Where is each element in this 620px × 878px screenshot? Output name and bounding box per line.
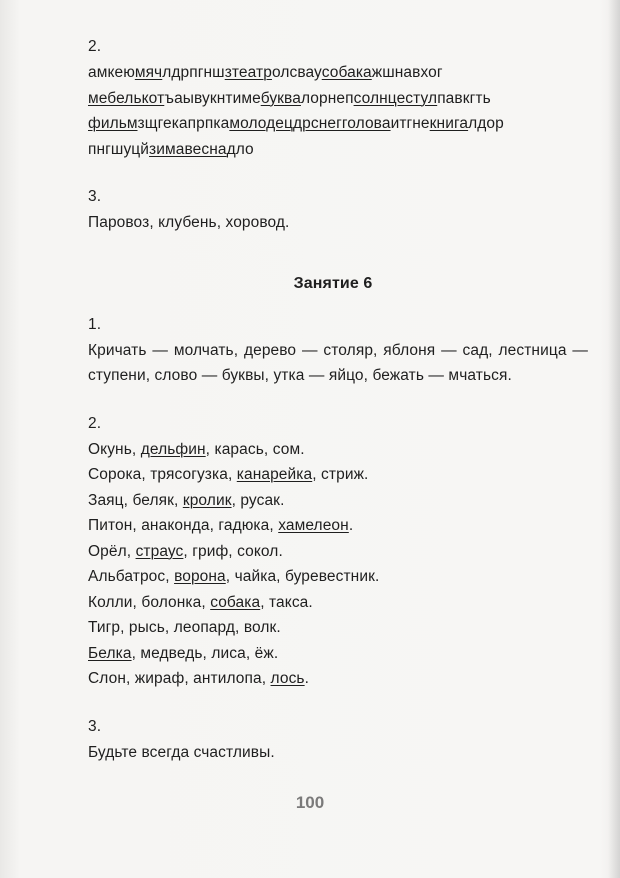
text-segment: зщгекапрпка <box>137 115 230 132</box>
text-segment: , медведь, лиса, ёж. <box>131 644 279 662</box>
lesson-title: Занятие 6 <box>293 274 373 292</box>
text-segment: лдрпгнш <box>162 64 225 81</box>
text-segment: олсвау <box>271 64 322 81</box>
underlined-word: солнцестул <box>353 89 438 107</box>
word-groups <box>88 437 588 692</box>
text-segment: Тигр, рысь, леопард, волк. <box>88 619 281 636</box>
text-segment: дло <box>226 140 254 158</box>
page-number: 100 <box>295 793 325 812</box>
text-segment: Альбатрос, <box>88 568 175 585</box>
text-segment: , русак. <box>231 491 285 509</box>
word-group-line <box>88 590 588 616</box>
underlined-word: фильм <box>88 115 138 132</box>
underlined-word: дельфин <box>140 440 206 458</box>
underlined-word: молодецдрснегголова <box>229 115 391 132</box>
text-segment: лорнеп <box>300 89 354 107</box>
underlined-word: зимавесна <box>149 140 227 158</box>
text-segment: Окунь, <box>88 440 141 458</box>
underlined-word: лось <box>270 670 305 687</box>
word-group-line <box>88 437 588 463</box>
answer-paragraph: Кричать — молчать, дерево — столяр, яблоня — сад, лестница — ступени, слово — буквы, утка — яйцо, бежать — мчаться. <box>88 341 588 384</box>
underlined-word: Белка <box>88 644 132 662</box>
text-segment: итгне <box>390 115 430 132</box>
word-group-line <box>88 462 588 488</box>
underlined-word: мяч <box>134 64 163 81</box>
text-segment: амкею <box>88 64 135 81</box>
text-segment: павкгть <box>437 89 491 107</box>
text-segment: . <box>304 670 310 687</box>
underlined-word: буква <box>260 89 301 107</box>
underlined-word: страус <box>135 542 184 560</box>
puzzle-line <box>88 111 588 137</box>
underlined-word: книга <box>429 115 469 132</box>
underlined-word: собака <box>210 593 261 611</box>
exercise-number: 2. <box>88 38 102 55</box>
word-group-line <box>88 488 588 514</box>
text-segment: , чайка, буревестник. <box>225 568 380 585</box>
text-segment: лдор <box>468 115 504 132</box>
answer-text: Паровоз, клубень, хоровод. <box>88 214 290 231</box>
puzzle-line <box>88 60 588 86</box>
page-content <box>88 34 588 765</box>
exercise-number: 1. <box>88 315 102 333</box>
exercise-number: 2. <box>88 414 102 432</box>
puzzle-line <box>88 137 588 163</box>
underlined-word: кролик <box>182 491 232 509</box>
underlined-word: собака <box>321 64 372 81</box>
underlined-word: канарейка <box>236 466 313 483</box>
text-segment: , такса. <box>260 593 313 611</box>
text-segment: , карась, сом. <box>205 440 305 458</box>
exercise-number: 3. <box>88 717 102 735</box>
text-segment: жшнавхог <box>371 64 443 81</box>
text-segment: Колли, болонка, <box>88 593 211 611</box>
underlined-word: ворона <box>174 568 226 585</box>
text-segment: пнгшуцй <box>88 140 150 158</box>
text-segment: Сорока, трясогузка, <box>88 466 237 483</box>
word-group-line <box>88 513 588 539</box>
text-segment: Заяц, беляк, <box>88 491 183 509</box>
text-segment: Слон, жираф, антилопа, <box>88 670 271 687</box>
word-group-line <box>88 666 588 692</box>
letter-puzzle <box>88 60 588 162</box>
underlined-word: зтеатр <box>224 64 272 81</box>
answer-text: Будьте всегда счастливы. <box>88 743 275 761</box>
page-edge-shadow <box>608 0 620 878</box>
underlined-word: мебелькот <box>88 89 165 107</box>
text-segment: Питон, анаконда, гадюка, <box>88 517 279 534</box>
text-segment: , гриф, сокол. <box>183 542 283 560</box>
word-group-line <box>88 615 588 641</box>
text-segment: ъаывукнтиме <box>164 89 261 107</box>
puzzle-line <box>88 86 588 112</box>
word-group-line <box>88 641 588 667</box>
text-segment: , стриж. <box>312 466 369 483</box>
word-group-line <box>88 539 588 565</box>
text-segment: . <box>348 517 354 534</box>
exercise-number: 3. <box>88 188 102 205</box>
word-group-line <box>88 564 588 590</box>
underlined-word: хамелеон <box>278 517 349 534</box>
text-segment: Орёл, <box>88 542 136 560</box>
